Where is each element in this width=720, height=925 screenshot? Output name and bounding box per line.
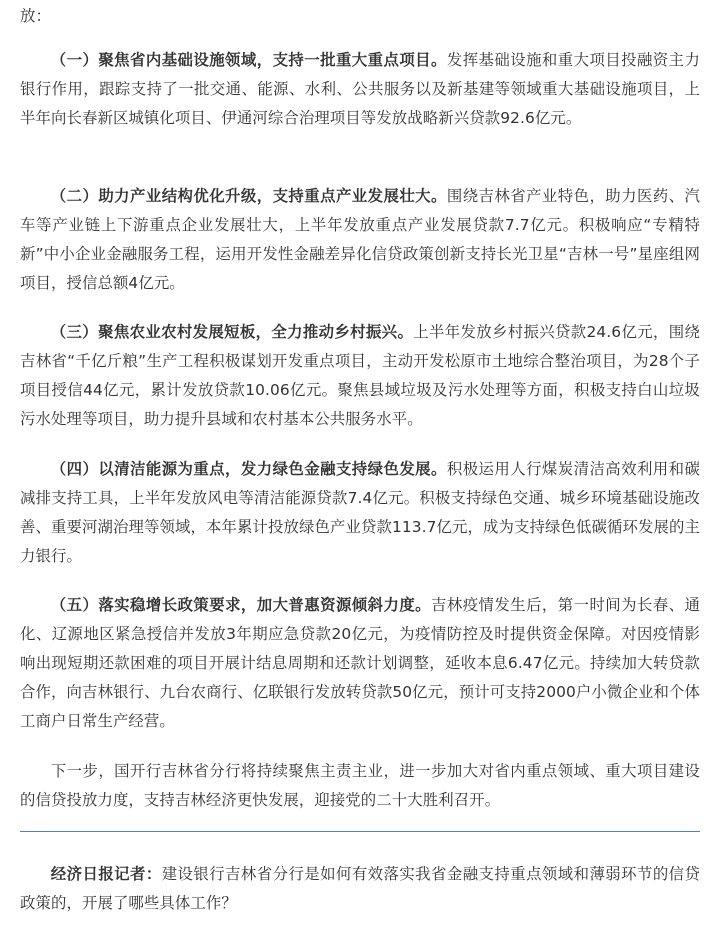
paragraph-rural <box>20 318 700 434</box>
reporter-label: 经济日报记者： <box>50 865 162 883</box>
paragraph-heading: （五）落实稳增长政策要求，加大普惠资源倾斜力度。 <box>50 596 432 614</box>
paragraph-body: 积极运用人行煤炭清洁高效利用和碳减排支持工具，上半年发放风电等清洁能源贷款7.4亿元。积极支持绿色交通、城乡环境基础设施改善、重要河湖治理等领域，本年累计投放绿色产业贷款113.7亿元，成为支持绿色低碳循环发展的主力银行。 <box>20 460 700 565</box>
paragraph-clean-energy <box>20 455 700 571</box>
paragraph-body: 发挥基础设施和重大项目投融资主力银行作用，跟踪支持了一批交通、能源、水利、公共服务以及新基建等领域重大基础设施项目，上半年向长春新区城镇化项目、伊通河综合治理项目等发放战略新兴贷款92.6亿元。 <box>20 51 700 127</box>
paragraph-intro-tail <box>20 2 700 31</box>
paragraph-body: 放： <box>20 7 51 25</box>
paragraph-inclusive-finance <box>20 591 700 736</box>
paragraph-next-steps <box>20 757 700 815</box>
question-text: 建设银行吉林省分行是如何有效落实我省金融支持重点领域和薄弱环节的信贷政策的，开展了哪些具体工作？ <box>20 865 700 912</box>
paragraph-body: 上半年发放乡村振兴贷款24.6亿元，围绕吉林省“千亿斤粮”生产工程积极谋划开发重点项目，主动开发松原市土地综合整治项目，为28个子项目授信44亿元，累计发放贷款10.06亿元。聚焦县域垃圾及污水处理等方面，积极支持白山垃圾污水处理等项目，助力提升县域和农村基本公共服务水平。 <box>20 323 700 428</box>
paragraph-heading: （一）聚焦省内基础设施领域，支持一批重大重点项目。 <box>50 51 447 69</box>
paragraph-heading: （二）助力产业结构优化升级，支持重点产业发展壮大。 <box>50 187 447 205</box>
paragraph-body: 吉林疫情发生后，第一时间为长春、通化、辽源地区紧急授信并发放3年期应急贷款20亿元，为疫情防控及时提供资金保障。对因疫情影响出现短期还款困难的项目开展计结息周期和还款计划调整，延收本息6.47亿元。持续加大转贷款合作，向吉林银行、九台农商行、亿联银行发放转贷款50亿元，预计可支持2000户小微企业和个体工商户日常生产经营。 <box>20 596 701 730</box>
paragraph-industry <box>20 182 700 298</box>
paragraph-heading: （四）以清洁能源为重点，发力绿色金融支持绿色发展。 <box>50 460 447 478</box>
paragraph-body: 下一步，国开行吉林省分行将持续聚焦主责主业，进一步加大对省内重点领域、重大项目建设的信贷投放力度，支持吉林经济更快发展，迎接党的二十大胜利召开。 <box>20 762 700 809</box>
paragraph-heading: （三）聚焦农业农村发展短板，全力推动乡村振兴。 <box>50 323 414 341</box>
paragraph-body: 围绕吉林省产业特色，助力医药、汽车等产业链上下游重点企业发展壮大，上半年发放重点产业发展贷款7.7亿元。积极响应“专精特新”中小企业金融服务工程，运用开发性金融差异化信贷政策创新支持长光卫星“吉林一号”星座组网项目，授信总额4亿元。 <box>20 187 700 292</box>
section-divider <box>20 831 700 832</box>
paragraph-infrastructure <box>20 46 700 133</box>
paragraph-reporter-question <box>20 860 700 918</box>
